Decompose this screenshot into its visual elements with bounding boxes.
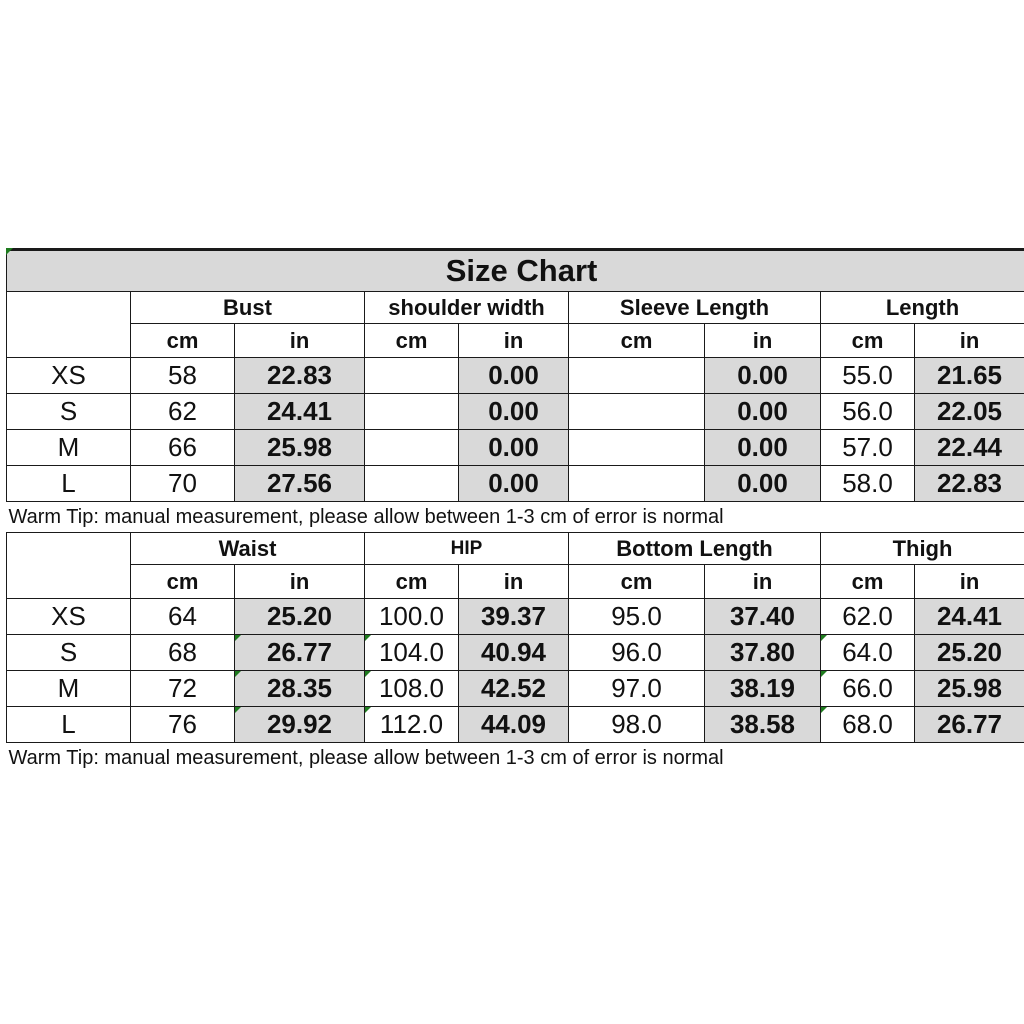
comment-marker-icon — [235, 707, 241, 713]
comment-marker-icon — [821, 707, 827, 713]
inch-value-cell: 38.58 — [705, 707, 821, 743]
inch-value-cell: 0.00 — [459, 430, 569, 466]
inch-value-cell: 40.94 — [459, 635, 569, 671]
inch-value-cell: 25.98 — [915, 671, 1024, 707]
inch-value-cell: 25.20 — [235, 599, 365, 635]
cm-value-cell: 68.0 — [821, 707, 915, 743]
size-row — [7, 430, 1024, 466]
inch-value-cell: 0.00 — [459, 394, 569, 430]
cm-value-cell — [569, 466, 705, 502]
measurement-group-header: Length — [821, 292, 1024, 324]
inch-value-cell: 37.40 — [705, 599, 821, 635]
inch-value-cell: 38.19 — [705, 671, 821, 707]
cm-value-cell — [569, 430, 705, 466]
header-corner-cell — [7, 533, 131, 599]
size-row — [7, 358, 1024, 394]
comment-marker-icon — [821, 635, 827, 641]
cm-value-cell: 58.0 — [821, 466, 915, 502]
inch-value-cell: 22.83 — [915, 466, 1024, 502]
inch-value-cell: 0.00 — [705, 394, 821, 430]
measurement-group-header: Bottom Length — [569, 533, 821, 565]
measurement-group-header: Waist — [131, 533, 365, 565]
cm-value-cell: 66 — [131, 430, 235, 466]
inch-value-cell: 26.77 — [915, 707, 1024, 743]
inch-value-cell: 0.00 — [705, 466, 821, 502]
cm-value-cell: 95.0 — [569, 599, 705, 635]
size-label: XS — [7, 358, 131, 394]
inch-value-cell: 0.00 — [705, 358, 821, 394]
measurement-group-header: Bust — [131, 292, 365, 324]
tip-row — [7, 743, 1024, 774]
measurement-group-header: shoulder width — [365, 292, 569, 324]
inch-value-cell: 44.09 — [459, 707, 569, 743]
inch-value-cell: 22.83 — [235, 358, 365, 394]
cm-value-cell: 97.0 — [569, 671, 705, 707]
cm-value-cell: 62 — [131, 394, 235, 430]
inch-value-cell: 25.98 — [235, 430, 365, 466]
cm-value-cell — [365, 358, 459, 394]
unit-in-header: in — [235, 324, 365, 358]
measurement-group-header: Sleeve Length — [569, 292, 821, 324]
inch-value-cell: 0.00 — [459, 466, 569, 502]
size-label: M — [7, 430, 131, 466]
size-label: L — [7, 466, 131, 502]
size-row — [7, 599, 1024, 635]
comment-marker-icon — [235, 635, 241, 641]
measurement-group-header: Thigh — [821, 533, 1024, 565]
warm-tip-note: Warm Tip: manual measurement, please allow between 1-3 cm of error is normal — [7, 502, 1024, 533]
comment-marker-icon — [365, 671, 371, 677]
inch-value-cell: 42.52 — [459, 671, 569, 707]
size-label: XS — [7, 599, 131, 635]
unit-in-header: in — [459, 565, 569, 599]
unit-header-row — [7, 324, 1024, 358]
cm-value-cell: 62.0 — [821, 599, 915, 635]
cm-value-cell: 64.0 — [821, 635, 915, 671]
inch-value-cell: 22.05 — [915, 394, 1024, 430]
unit-cm-header: cm — [821, 324, 915, 358]
cm-value-cell: 96.0 — [569, 635, 705, 671]
inch-value-cell: 26.77 — [235, 635, 365, 671]
cm-value-cell: 104.0 — [365, 635, 459, 671]
cm-value-cell — [569, 394, 705, 430]
lower-body-section — [7, 533, 1024, 774]
cm-value-cell: 76 — [131, 707, 235, 743]
inch-value-cell: 37.80 — [705, 635, 821, 671]
comment-marker-icon — [821, 671, 827, 677]
unit-header-row — [7, 565, 1024, 599]
unit-in-header: in — [915, 565, 1024, 599]
size-chart-sheet — [6, 248, 1024, 773]
comment-marker-icon — [365, 707, 371, 713]
size-label: L — [7, 707, 131, 743]
cm-value-cell: 100.0 — [365, 599, 459, 635]
group-header-row — [7, 292, 1024, 324]
group-header-row — [7, 533, 1024, 565]
inch-value-cell: 25.20 — [915, 635, 1024, 671]
unit-cm-header: cm — [365, 565, 459, 599]
size-row — [7, 466, 1024, 502]
unit-cm-header: cm — [365, 324, 459, 358]
cm-value-cell: 58 — [131, 358, 235, 394]
size-label: S — [7, 635, 131, 671]
header-corner-cell — [7, 292, 131, 358]
cm-value-cell: 112.0 — [365, 707, 459, 743]
inch-value-cell: 0.00 — [459, 358, 569, 394]
chart-title: Size Chart — [7, 250, 1024, 292]
inch-value-cell: 0.00 — [705, 430, 821, 466]
inch-value-cell: 27.56 — [235, 466, 365, 502]
cm-value-cell: 56.0 — [821, 394, 915, 430]
comment-marker-icon — [365, 635, 371, 641]
upper-body-section — [7, 292, 1024, 533]
cm-value-cell — [569, 358, 705, 394]
size-row — [7, 671, 1024, 707]
size-row — [7, 394, 1024, 430]
unit-cm-header: cm — [131, 565, 235, 599]
cm-value-cell: 68 — [131, 635, 235, 671]
unit-cm-header: cm — [569, 565, 705, 599]
size-row — [7, 707, 1024, 743]
inch-value-cell: 28.35 — [235, 671, 365, 707]
cm-value-cell: 66.0 — [821, 671, 915, 707]
cm-value-cell — [365, 430, 459, 466]
cm-value-cell: 72 — [131, 671, 235, 707]
unit-in-header: in — [915, 324, 1024, 358]
warm-tip-note: Warm Tip: manual measurement, please allow between 1-3 cm of error is normal — [7, 743, 1024, 774]
cm-value-cell: 64 — [131, 599, 235, 635]
inch-value-cell: 24.41 — [235, 394, 365, 430]
cm-value-cell — [365, 394, 459, 430]
inch-value-cell: 29.92 — [235, 707, 365, 743]
tip-row — [7, 502, 1024, 533]
size-label: S — [7, 394, 131, 430]
inch-value-cell: 24.41 — [915, 599, 1024, 635]
cm-value-cell: 70 — [131, 466, 235, 502]
size-label: M — [7, 671, 131, 707]
cm-value-cell: 108.0 — [365, 671, 459, 707]
unit-cm-header: cm — [821, 565, 915, 599]
cm-value-cell — [365, 466, 459, 502]
comment-marker-icon — [235, 671, 241, 677]
cm-value-cell: 98.0 — [569, 707, 705, 743]
unit-cm-header: cm — [131, 324, 235, 358]
unit-in-header: in — [705, 565, 821, 599]
measurement-group-header: HIP — [365, 533, 569, 565]
unit-in-header: in — [235, 565, 365, 599]
size-chart-table — [6, 248, 1024, 773]
comment-marker-icon — [6, 248, 13, 255]
unit-in-header: in — [705, 324, 821, 358]
inch-value-cell: 39.37 — [459, 599, 569, 635]
cm-value-cell: 57.0 — [821, 430, 915, 466]
unit-cm-header: cm — [569, 324, 705, 358]
inch-value-cell: 22.44 — [915, 430, 1024, 466]
unit-in-header: in — [459, 324, 569, 358]
cm-value-cell: 55.0 — [821, 358, 915, 394]
size-row — [7, 635, 1024, 671]
inch-value-cell: 21.65 — [915, 358, 1024, 394]
